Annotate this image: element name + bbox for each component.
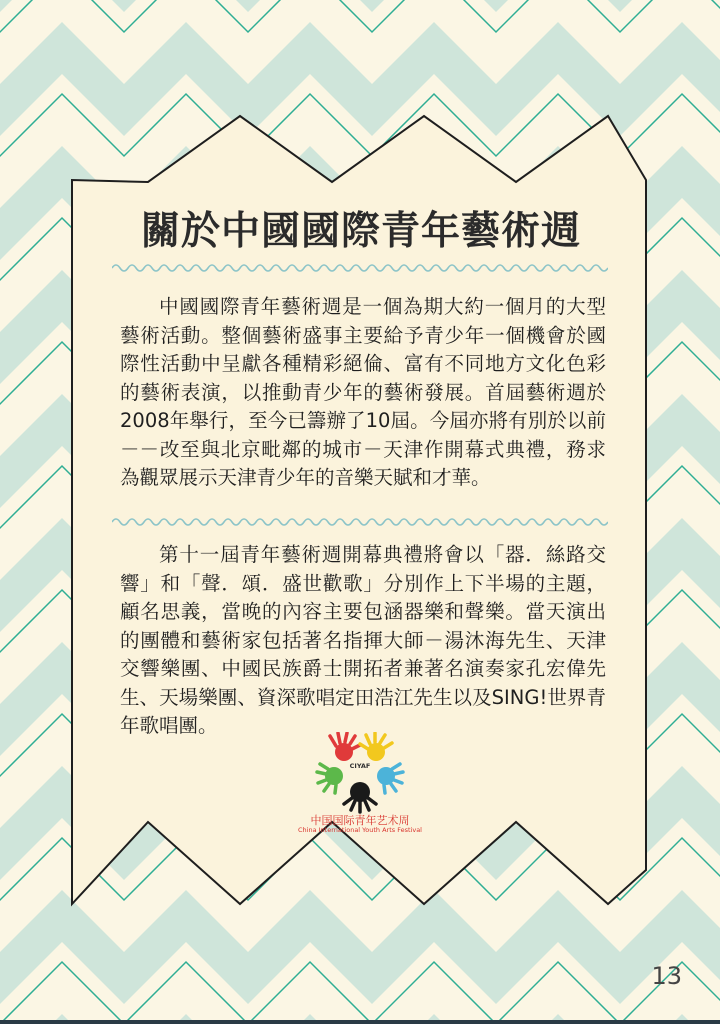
ceremony-paragraph: 第十一屆青年藝術週開幕典禮將會以「器．絲路交響」和「聲．頌．盛世歡歌」分別作上下半場的主題，顧名思義，當晚的內容主要包涵器樂和聲樂。當天演出的團體和藝術家包括著名指揮大師－湯沐海先生、天津交響樂團、中國民族爵士開拓者兼著名演奏家孔宏偉先生、天場樂團、資深歌唱定田浩江先生以及SING!世界青年歌唱團。 xyxy=(120,543,606,737)
bottom-border xyxy=(0,1020,720,1024)
black-hand-icon xyxy=(344,782,376,812)
page-title: 關於中國國際青年藝術週 xyxy=(140,209,581,254)
blue-hand-icon xyxy=(377,764,403,793)
intro-paragraph: 中國國際青年藝術週是一個為期大約一個月的大型藝術活動。整個藝術盛事主要給予青少年一個機會於國際性活動中呈獻各種精彩絕倫、富有不同地方文化色彩的藝術表演，以推動青少年的藝術發展。首屆藝術週於2008年舉行，至今已籌辦了10屆。今屆亦將有別於以前－－改至與北京毗鄰的城市－天津作開幕式典禮，務求為觀眾展示天津青少年的音樂天賦和才華。 xyxy=(120,295,606,489)
wave-divider-top xyxy=(112,262,608,274)
red-hand-icon xyxy=(330,733,360,761)
page-number: 13 xyxy=(651,962,682,990)
green-hand-icon xyxy=(317,764,343,793)
logo-acronym: CIYAF xyxy=(349,762,371,770)
yellow-hand-icon xyxy=(360,733,392,761)
logo-chinese-name: 中国国际青年艺术周 xyxy=(310,814,410,827)
wave-divider-middle xyxy=(112,516,608,528)
logo-english-name: China International Youth Arts Festival xyxy=(297,826,422,834)
